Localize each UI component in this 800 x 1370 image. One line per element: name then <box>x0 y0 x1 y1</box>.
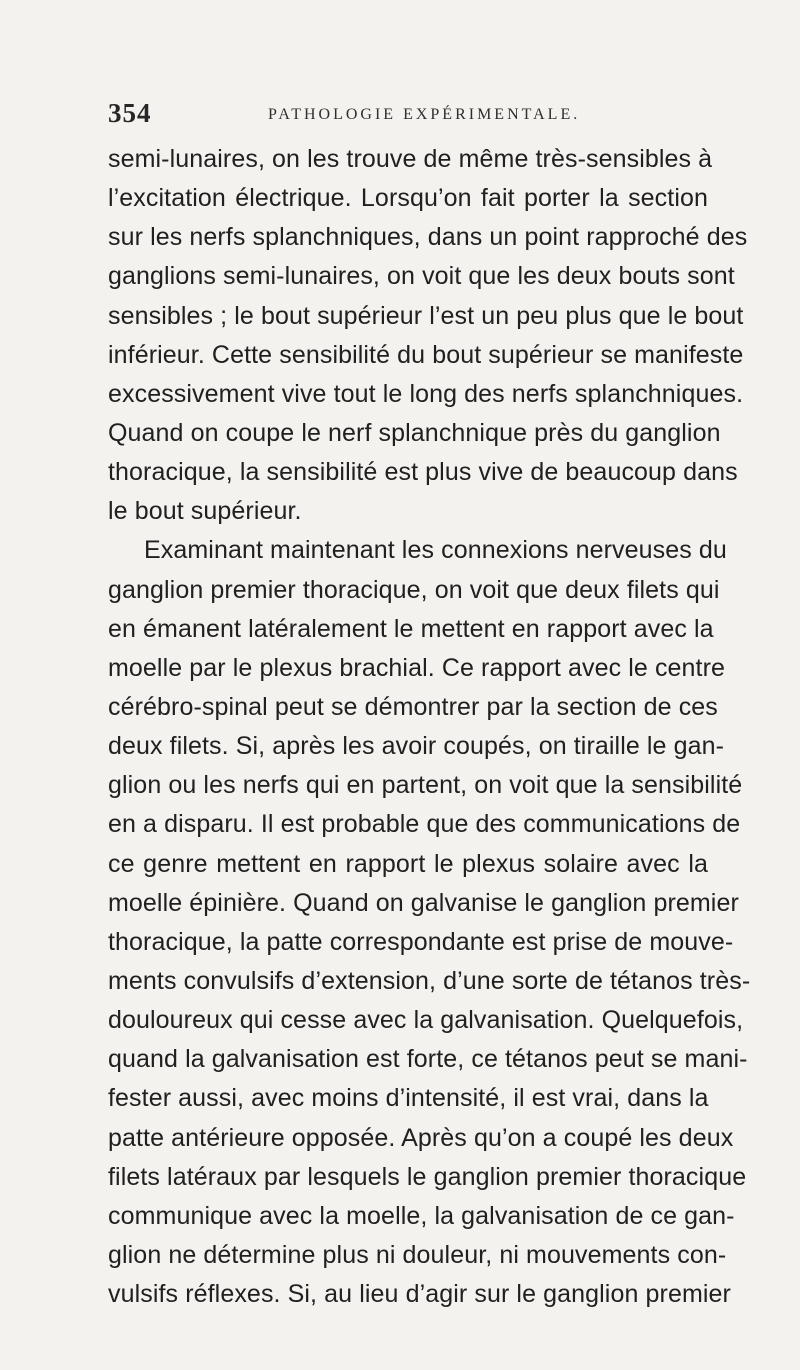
text-line: cérébro-spinal peut se démontrer par la section de ces <box>108 692 718 721</box>
text-line: en a disparu. Il est probable que des communications de <box>108 810 741 839</box>
text-line: deux filets. Si, après les avoir coupés, on tiraille le gan- <box>108 732 725 761</box>
text-line: vulsifs réflexes. Si, au lieu d’agir sur le ganglion premier <box>108 1280 731 1309</box>
text-line: Quand on coupe le nerf splanchnique près du ganglion <box>108 418 721 447</box>
text-line: thoracique, la patte correspondante est prise de mouve- <box>108 927 734 956</box>
text-line: sur les nerfs splanchniques, dans un point rapproché des <box>108 223 748 252</box>
body-text <box>108 140 751 1314</box>
text-line: en émanent latéralement le mettent en rapport avec la <box>108 614 714 643</box>
text-line: ments convulsifs d’extension, d’une sorte de tétanos très- <box>108 966 751 995</box>
text-line: moelle par le plexus brachial. Ce rapport avec le centre <box>108 653 726 682</box>
text-line: thoracique, la sensibilité est plus vive de beaucoup dans <box>108 458 738 487</box>
page-number: 354 <box>108 98 152 128</box>
text-line: sensibles ; le bout supérieur l’est un peu plus que le bout <box>108 301 744 330</box>
text-line: glion ne détermine plus ni douleur, ni mouvements con- <box>108 1240 727 1269</box>
text-line: inférieur. Cette sensibilité du bout supérieur se manifeste <box>108 340 744 369</box>
text-line: moelle épinière. Quand on galvanise le ganglion premier <box>108 888 739 917</box>
text-line: Examinant maintenant les connexions nerveuses du <box>144 536 727 565</box>
text-line: excessivement vive tout le long des nerfs splanchniques. <box>108 379 744 408</box>
text-line: glion ou les nerfs qui en partent, on voit que la sensibilité <box>108 771 743 800</box>
text-line: fester aussi, avec moins d’intensité, il est vrai, dans la <box>108 1084 709 1113</box>
text-line: l’excitation électrique. Lorsqu’on fait porter la section <box>108 184 708 213</box>
text-line: filets latéraux par lesquels le ganglion premier thoracique <box>108 1162 747 1191</box>
text-line: le bout supérieur. <box>108 497 302 526</box>
text-line: patte antérieure opposée. Après qu’on a coupé les deux <box>108 1123 734 1152</box>
text-line: ganglion premier thoracique, on voit que deux filets qui <box>108 575 720 604</box>
page-header <box>108 98 708 132</box>
text-line: douloureux qui cesse avec la galvanisation. Quelquefois, <box>108 1006 744 1035</box>
text-line: ganglions semi-lunaires, on voit que les deux bouts sont <box>108 262 735 291</box>
text-line: communique avec la moelle, la galvanisation de ce gan- <box>108 1201 735 1230</box>
text-line: quand la galvanisation est forte, ce tétanos peut se mani- <box>108 1045 748 1074</box>
text-line: semi-lunaires, on les trouve de même très-sensibles à <box>108 145 713 173</box>
running-head: PATHOLOGIE EXPÉRIMENTALE. <box>268 106 581 123</box>
text-line: ce genre mettent en rapport le plexus solaire avec la <box>108 849 708 878</box>
